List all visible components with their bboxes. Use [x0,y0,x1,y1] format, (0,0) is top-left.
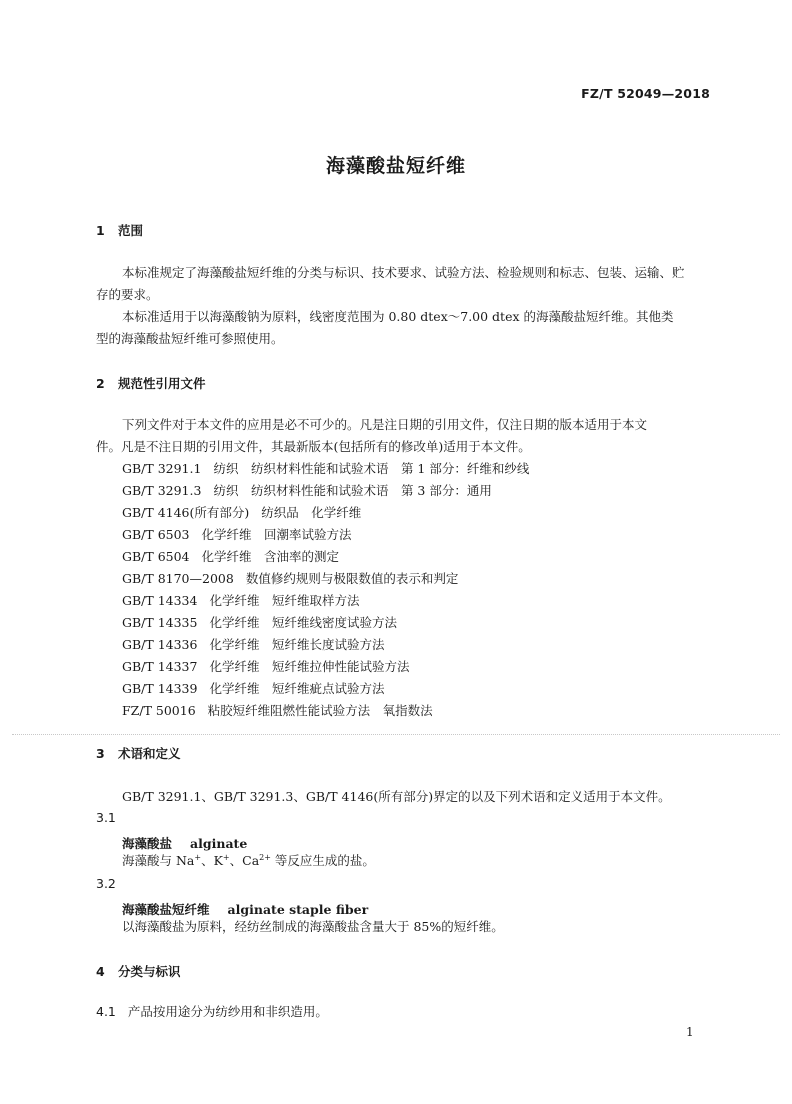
page-number: 1 [686,1025,694,1039]
section-4-heading [96,962,181,980]
section-title: 规范性引用文件 [118,376,206,391]
term-definition: 海藻酸与 Na+、K+、$Ca^{2+}$ 等反应生成的盐。 [122,852,375,868]
clause-number: 4.1 [96,1004,116,1019]
s1-para2-line2: 型的海藻酸盐短纤维可参照使用。 [96,331,284,346]
reference-code: GB/T 14334 [122,593,198,608]
section-2-heading [96,374,206,392]
section-title: 分类与标识 [118,964,181,979]
reference-item [122,701,433,719]
term-number: 3.2 [96,876,116,891]
term-number: 3.1 [96,810,116,825]
section-3-heading [96,744,181,762]
reference-code: GB/T 3291.1 [122,461,202,476]
reference-item [122,481,492,499]
reference-title: 化学纤维 短纤维取样方法 [209,593,360,608]
document-title: 海藻酸盐短纤维 [325,155,466,177]
reference-title: 化学纤维 短纤维拉伸性能试验方法 [209,659,410,674]
s2-para-line1: 下列文件对于本文件的应用是必不可少的。凡是注日期的引用文件，仅注日期的版本适用于本文 [122,417,648,432]
reference-title: 纺织 纺织材料性能和试验术语 第 1 部分：纤维和纱线 [213,461,530,476]
reference-code: GB/T 14339 [122,681,198,696]
standard-code: FZ/T 52049—2018 [581,86,710,101]
term-chinese: 海藻酸盐 [122,836,173,851]
reference-title: 粘胶短纤维阻燃性能试验方法 氧指数法 [207,703,433,718]
term-definition: 以海藻酸盐为原料，经纺丝制成的海藻酸盐含量大于 85%的短纤维。 [122,919,504,934]
reference-title: 纺织品 化学纤维 [261,505,362,520]
section-number: 3 [96,746,105,761]
reference-code: GB/T 14337 [122,659,198,674]
scan-divider [12,734,780,735]
reference-code: GB/T 14335 [122,615,198,630]
clause-text: 产品按用途分为纺纱用和非织造用。 [127,1004,328,1019]
section-number: 4 [96,964,105,979]
section-title: 术语和定义 [118,746,181,761]
reference-title: 化学纤维 含油率的测定 [201,549,340,564]
reference-item [122,591,359,609]
reference-item [122,547,339,565]
reference-title: 化学纤维 回潮率试验方法 [201,527,352,542]
reference-title: 纺织 纺织材料性能和试验术语 第 3 部分：通用 [213,483,492,498]
reference-item [122,525,352,543]
reference-title: 化学纤维 短纤维长度试验方法 [209,637,385,652]
section-title: 范围 [118,223,144,238]
reference-item [122,613,397,631]
term-english: alginate [190,836,248,851]
reference-item [122,635,384,653]
section-number: 2 [96,376,105,391]
section-1-heading [96,221,143,239]
reference-code: GB/T 14336 [122,637,198,652]
reference-code: GB/T 6504 [122,549,190,564]
s1-para1-line1: 本标准规定了海藻酸盐短纤维的分类与标识、技术要求、试验方法、检验规则和标志、包装、运输、贮 [122,265,685,280]
section-number: 1 [96,223,105,238]
reference-title: 化学纤维 短纤维疵点试验方法 [209,681,385,696]
s1-para1-line2: 存的要求。 [96,287,159,302]
reference-title: 数值修约规则与极限数值的表示和判定 [245,571,459,586]
reference-code: GB/T 3291.3 [122,483,202,498]
reference-code: FZ/T 50016 [122,703,196,718]
reference-item [122,459,529,477]
term-english: alginate staple fiber [227,902,369,917]
reference-item [122,679,384,697]
s3-intro: GB/T 3291.1、GB/T 3291.3、GB/T 4146(所有部分)界定的以及下列术语和定义适用于本文件。 [122,789,671,804]
term-chinese: 海藻酸盐短纤维 [122,902,210,917]
reference-code: GB/T 8170—2008 [122,571,234,586]
reference-code: GB/T 6503 [122,527,190,542]
reference-item [122,657,409,675]
reference-item [122,569,458,587]
reference-code: GB/T 4146(所有部分) [122,505,250,520]
s2-para-line2: 件。凡是不注日期的引用文件，其最新版本(包括所有的修改单)适用于本文件。 [96,439,531,454]
clause-4-1 [96,1001,328,1022]
s1-para2-line1: 本标准适用于以海藻酸钠为原料，线密度范围为 0.80 dtex～7.00 dtex 的海藻酸盐短纤维。其他类 [122,309,674,324]
reference-item [122,503,361,521]
reference-title: 化学纤维 短纤维线密度试验方法 [209,615,397,630]
